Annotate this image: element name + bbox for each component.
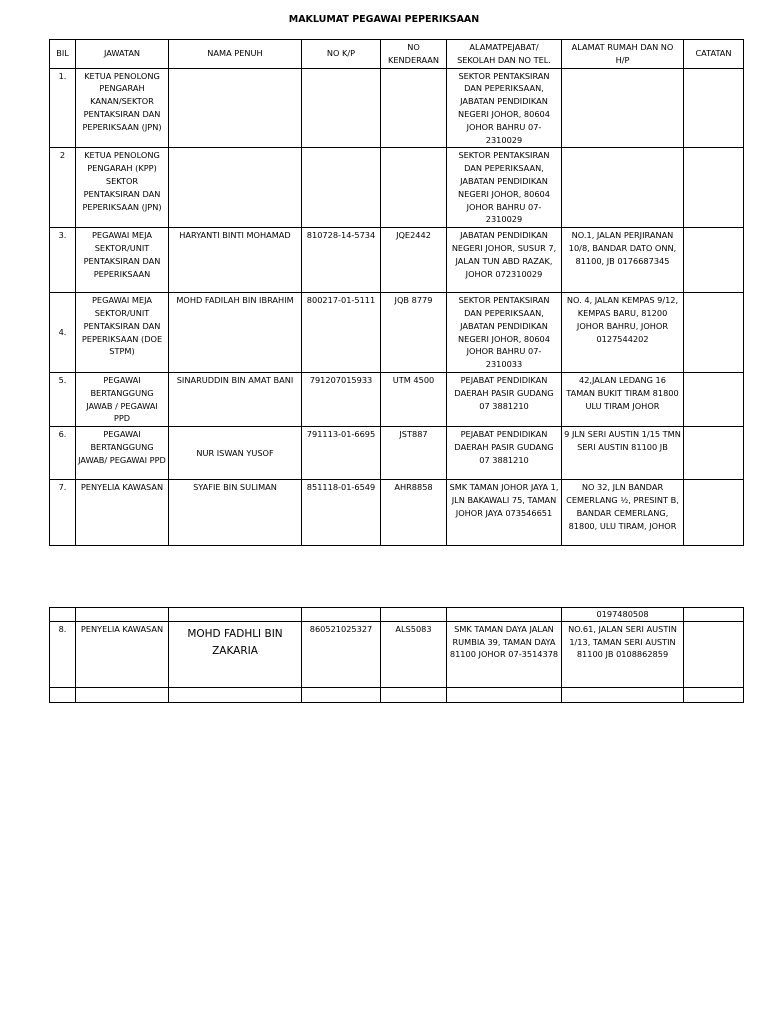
cell-no-kp: 800217-01-5111 bbox=[302, 293, 381, 373]
cell-bil: 1. bbox=[50, 68, 76, 148]
table-row bbox=[50, 687, 744, 702]
officer-table-continued bbox=[49, 607, 744, 703]
cell-no-kp: 860521025327 bbox=[302, 621, 381, 687]
cell-bil: 6. bbox=[50, 427, 76, 480]
table-row bbox=[50, 608, 744, 622]
cell-no-kp bbox=[302, 608, 381, 622]
header-no-kenderaan: NO KENDERAAN bbox=[381, 40, 447, 69]
cell-bil bbox=[50, 608, 76, 622]
cell-catatan bbox=[684, 68, 744, 148]
header-jawatan: JAWATAN bbox=[76, 40, 169, 69]
cell-catatan bbox=[684, 480, 744, 546]
header-alamat-pejabat: ALAMATPEJABAT/ SEKOLAH DAN NO TEL. bbox=[447, 40, 562, 69]
header-alamat-rumah: ALAMAT RUMAH DAN NO H/P bbox=[562, 40, 684, 69]
officer-table bbox=[49, 39, 744, 546]
header-catatan: CATATAN bbox=[684, 40, 744, 69]
cell-jawatan: PENYELIA KAWASAN bbox=[76, 621, 169, 687]
cell-alamat-pejabat bbox=[447, 608, 562, 622]
cell-nama: NUR ISWAN YUSOF bbox=[169, 427, 302, 480]
cell-alamat-rumah: 0197480508 bbox=[562, 608, 684, 622]
cell-alamat-rumah bbox=[562, 68, 684, 148]
cell-jawatan bbox=[76, 608, 169, 622]
cell-alamat-rumah: NO. 4, JALAN KEMPAS 9/12, KEMPAS BARU, 81200 JOHOR BAHRU, JOHOR 0127544202 bbox=[562, 293, 684, 373]
cell-no-kp: 791207015933 bbox=[302, 372, 381, 426]
cell-alamat-rumah: NO.61, JALAN SERI AUSTIN 1/13, TAMAN SERI AUSTIN 81100 JB 0108862859 bbox=[562, 621, 684, 687]
cell-nama bbox=[169, 68, 302, 148]
cell-jawatan: PEGAWAI MEJA SEKTOR/UNIT PENTAKSIRAN DAN PEPERIKSAAN bbox=[76, 228, 169, 293]
cell-no-kp bbox=[302, 148, 381, 228]
cell-alamat-rumah bbox=[562, 687, 684, 702]
cell-alamat-pejabat: PEJABAT PENDIDIKAN DAERAH PASIR GUDANG 07 3881210 bbox=[447, 427, 562, 480]
document-title: MAKLUMAT PEGAWAI PEPERIKSAAN bbox=[288, 14, 480, 25]
cell-alamat-pejabat: SMK TAMAN DAYA JALAN RUMBIA 39, TAMAN DAYA 81100 JOHOR 07-3514378 bbox=[447, 621, 562, 687]
cell-bil bbox=[50, 687, 76, 702]
table-row bbox=[50, 68, 744, 148]
cell-kenderaan bbox=[381, 68, 447, 148]
cell-kenderaan: JQB 8779 bbox=[381, 293, 447, 373]
table-row bbox=[50, 148, 744, 228]
cell-kenderaan: AHR8858 bbox=[381, 480, 447, 546]
table-row bbox=[50, 372, 744, 426]
cell-alamat-rumah bbox=[562, 148, 684, 228]
cell-kenderaan bbox=[381, 148, 447, 228]
cell-nama bbox=[169, 608, 302, 622]
cell-alamat-rumah: NO 32, JLN BANDAR CEMERLANG ½, PRESINT B, BANDAR CEMERLANG, 81800, ULU TIRAM, JOHOR bbox=[562, 480, 684, 546]
cell-alamat-rumah: 42,JALAN LEDANG 16 TAMAN BUKIT TIRAM 81800 ULU TIRAM JOHOR bbox=[562, 372, 684, 426]
table-row bbox=[50, 480, 744, 546]
cell-alamat-pejabat: SMK TAMAN JOHOR JAYA 1, JLN BAKAWALI 75, TAMAN JOHOR JAYA 073546651 bbox=[447, 480, 562, 546]
cell-nama: MOHD FADILAH BIN IBRAHIM bbox=[169, 293, 302, 373]
cell-bil: 2 bbox=[50, 148, 76, 228]
cell-nama bbox=[169, 687, 302, 702]
cell-bil: 4. bbox=[50, 293, 76, 373]
cell-alamat-pejabat: SEKTOR PENTAKSIRAN DAN PEPERIKSAAN, JABATAN PENDIDIKAN NEGERI JOHOR, 80604 JOHOR BAHRU 07-2310029 bbox=[447, 68, 562, 148]
cell-kenderaan: JST887 bbox=[381, 427, 447, 480]
cell-alamat-pejabat bbox=[447, 687, 562, 702]
cell-no-kp: 810728-14-5734 bbox=[302, 228, 381, 293]
cell-catatan bbox=[684, 293, 744, 373]
cell-jawatan bbox=[76, 687, 169, 702]
cell-kenderaan bbox=[381, 608, 447, 622]
cell-no-kp bbox=[302, 687, 381, 702]
cell-nama: SINARUDDIN BIN AMAT BANI bbox=[169, 372, 302, 426]
cell-bil: 3. bbox=[50, 228, 76, 293]
cell-catatan bbox=[684, 228, 744, 293]
cell-jawatan: PEGAWAI BERTANGGUNG JAWAB/ PEGAWAI PPD bbox=[76, 427, 169, 480]
cell-bil: 5. bbox=[50, 372, 76, 426]
cell-kenderaan: JQE2442 bbox=[381, 228, 447, 293]
cell-catatan bbox=[684, 621, 744, 687]
cell-alamat-pejabat: SEKTOR PENTAKSIRAN DAN PEPERIKSAAN, JABATAN PENDIDIKAN NEGERI JOHOR, 80604 JOHOR BAHRU 07-2310029 bbox=[447, 148, 562, 228]
cell-catatan bbox=[684, 608, 744, 622]
cell-nama: SYAFIE BIN SULIMAN bbox=[169, 480, 302, 546]
cell-kenderaan: ALS5083 bbox=[381, 621, 447, 687]
cell-catatan bbox=[684, 148, 744, 228]
cell-no-kp: 791113-01-6695 bbox=[302, 427, 381, 480]
cell-catatan bbox=[684, 427, 744, 480]
table-row bbox=[50, 427, 744, 480]
cell-catatan bbox=[684, 372, 744, 426]
cell-bil: 8. bbox=[50, 621, 76, 687]
header-bil: BIL bbox=[50, 40, 76, 69]
table-row bbox=[50, 228, 744, 293]
cell-alamat-rumah: 9 JLN SERI AUSTIN 1/15 TMN SERI AUSTIN 81100 JB bbox=[562, 427, 684, 480]
table-row bbox=[50, 293, 744, 373]
cell-kenderaan: UTM 4500 bbox=[381, 372, 447, 426]
cell-alamat-pejabat: SEKTOR PENTAKSIRAN DAN PEPERIKSAAN, JABATAN PENDIDIKAN NEGERI JOHOR, 80604 JOHOR BAHRU 07-2310033 bbox=[447, 293, 562, 373]
cell-alamat-rumah: NO.1, JALAN PERJIRANAN 10/8, BANDAR DATO ONN, 81100, JB 0176687345 bbox=[562, 228, 684, 293]
table-row bbox=[50, 621, 744, 687]
cell-bil: 7. bbox=[50, 480, 76, 546]
cell-nama: MOHD FADHLI BIN ZAKARIA bbox=[169, 621, 302, 687]
cell-nama bbox=[169, 148, 302, 228]
cell-no-kp: 851118-01-6549 bbox=[302, 480, 381, 546]
cell-nama: HARYANTI BINTI MOHAMAD bbox=[169, 228, 302, 293]
cell-jawatan: KETUA PENOLONG PENGARAH (KPP) SEKTOR PENTAKSIRAN DAN PEPERIKSAAN (JPN) bbox=[76, 148, 169, 228]
cell-no-kp bbox=[302, 68, 381, 148]
cell-kenderaan bbox=[381, 687, 447, 702]
cell-alamat-pejabat: PEJABAT PENDIDIKAN DAERAH PASIR GUDANG 07 3881210 bbox=[447, 372, 562, 426]
cell-alamat-pejabat: JABATAN PENDIDIKAN NEGERI JOHOR, SUSUR 7, JALAN TUN ABD RAZAK, JOHOR 072310029 bbox=[447, 228, 562, 293]
header-no-kp: NO K/P bbox=[302, 40, 381, 69]
table-header-row bbox=[50, 40, 744, 69]
header-nama-penuh: NAMA PENUH bbox=[169, 40, 302, 69]
cell-jawatan: KETUA PENOLONG PENGARAH KANAN/SEKTOR PENTAKSIRAN DAN PEPERIKSAAN (JPN) bbox=[76, 68, 169, 148]
cell-catatan bbox=[684, 687, 744, 702]
cell-jawatan: PEGAWAI BERTANGGUNG JAWAB / PEGAWAI PPD bbox=[76, 372, 169, 426]
cell-jawatan: PEGAWAI MEJA SEKTOR/UNIT PENTAKSIRAN DAN PEPERIKSAAN (DOE STPM) bbox=[76, 293, 169, 373]
cell-jawatan: PENYELIA KAWASAN bbox=[76, 480, 169, 546]
